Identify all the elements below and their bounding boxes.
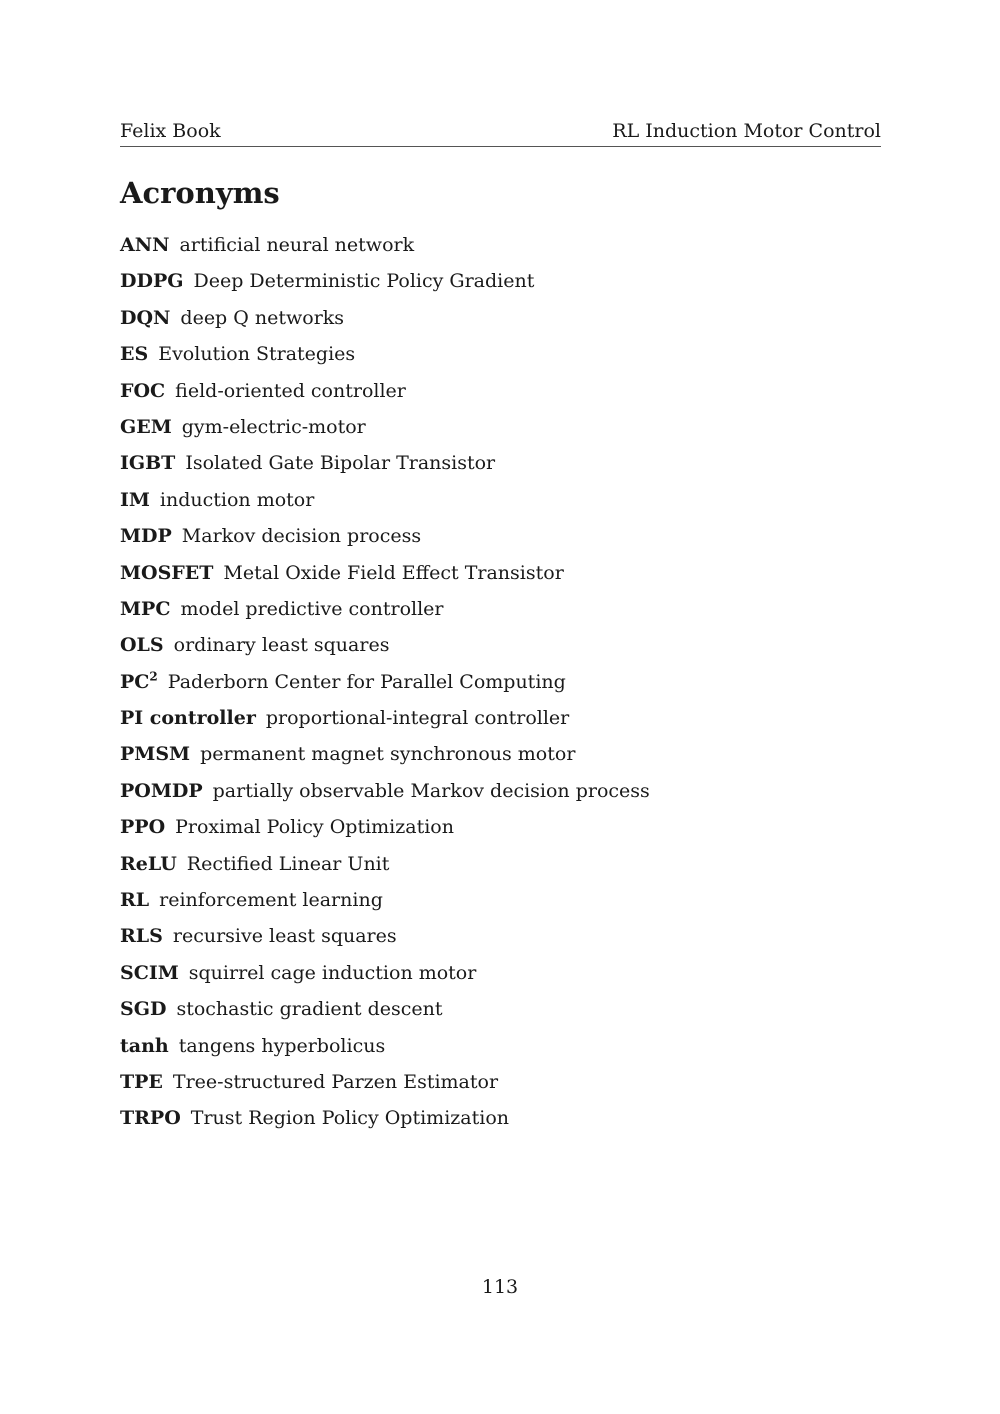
acronym-entry	[120, 813, 881, 849]
acronym-term-text: MPC	[120, 597, 171, 620]
acronym-term	[120, 307, 170, 329]
acronym-term	[120, 816, 165, 838]
acronym-term	[120, 780, 203, 802]
acronym-entry	[120, 1068, 881, 1104]
acronym-definition: stochastic gradient descent	[176, 998, 443, 1021]
acronym-term-text: RL	[120, 889, 150, 912]
acronym-term-text: ANN	[120, 234, 170, 256]
acronym-definition: Metal Oxide Field Effect Transistor	[223, 561, 564, 584]
acronym-term	[120, 889, 149, 911]
acronym-definition: Deep Deterministic Policy Gradient	[193, 270, 535, 293]
acronym-entry	[120, 559, 881, 595]
acronym-list	[120, 231, 881, 1141]
acronym-term-text: MOSFET	[120, 561, 214, 584]
acronym-term-text: ES	[120, 343, 149, 366]
acronym-term-text: SCIM	[120, 961, 179, 984]
acronym-term	[120, 671, 158, 693]
acronym-term-text: PC	[120, 670, 150, 693]
acronym-entry	[120, 777, 881, 813]
acronym-entry	[120, 377, 881, 413]
acronym-definition: Rectified Linear Unit	[186, 852, 390, 875]
acronym-term	[120, 270, 183, 292]
acronym-entry	[120, 1104, 881, 1140]
acronym-entry	[120, 267, 881, 303]
acronym-entry	[120, 704, 881, 740]
acronym-term	[120, 343, 148, 365]
acronym-entry	[120, 740, 881, 776]
acronym-definition: Paderborn Center for Parallel Computing	[167, 670, 566, 693]
acronym-term-text: IGBT	[120, 452, 176, 475]
acronym-term-text: DDPG	[120, 270, 184, 293]
acronym-definition: Trust Region Policy Optimization	[190, 1107, 509, 1130]
acronym-term-text: PI controller	[120, 707, 256, 730]
acronym-definition: Tree-structured Parzen Estimator	[172, 1070, 499, 1093]
acronym-term	[120, 1107, 181, 1129]
acronym-term-text: PPO	[120, 816, 166, 839]
acronym-term-text: SGD	[120, 998, 167, 1021]
acronym-term	[120, 962, 179, 984]
acronym-definition: gym-electric-motor	[181, 415, 366, 438]
acronym-definition: Proximal Policy Optimization	[175, 816, 454, 839]
acronym-definition: Evolution Strategies	[158, 343, 356, 366]
running-header	[120, 118, 881, 147]
acronym-term	[120, 634, 164, 656]
acronym-term	[120, 525, 172, 547]
acronym-definition: model predictive controller	[180, 597, 444, 620]
acronym-term-text: ReLU	[120, 852, 177, 875]
acronym-term	[120, 1071, 163, 1093]
acronym-definition: squirrel cage induction motor	[188, 961, 477, 984]
acronym-term	[120, 853, 177, 875]
acronym-term-text: MDP	[120, 525, 172, 548]
acronym-definition: recursive least squares	[172, 925, 397, 948]
header-title: RL Induction Motor Control	[612, 120, 881, 142]
acronym-term	[120, 998, 166, 1020]
acronym-entry	[120, 995, 881, 1031]
section-title: Acronyms	[120, 176, 280, 210]
acronym-term-text: IM	[120, 488, 150, 511]
header-author: Felix Book	[120, 120, 221, 142]
acronym-definition: Isolated Gate Bipolar Transistor	[185, 452, 496, 475]
acronym-term	[120, 925, 163, 947]
acronym-term-superscript: 2	[149, 669, 158, 684]
acronym-entry	[120, 413, 881, 449]
acronym-definition: permanent magnet synchronous motor	[200, 743, 576, 766]
acronym-entry	[120, 522, 881, 558]
acronym-term	[120, 743, 190, 765]
acronym-definition: reinforcement learning	[159, 889, 383, 912]
acronym-entry	[120, 340, 881, 376]
acronym-term	[120, 707, 256, 729]
acronym-term-text: TPE	[120, 1070, 163, 1093]
acronym-entry	[120, 1032, 881, 1068]
acronym-entry	[120, 668, 881, 704]
acronym-entry	[120, 850, 881, 886]
acronym-term-text: RLS	[120, 925, 163, 948]
acronym-definition: tangens hyperbolicus	[178, 1034, 386, 1057]
acronym-term	[120, 380, 165, 402]
acronym-term	[120, 1035, 169, 1057]
acronym-entry	[120, 231, 881, 267]
acronym-definition: artificial neural network	[179, 234, 415, 256]
acronym-definition: ordinary least squares	[173, 634, 390, 657]
acronym-definition: proportional-integral controller	[265, 707, 570, 730]
acronym-term	[120, 416, 172, 438]
acronym-term-text: OLS	[120, 634, 164, 657]
acronym-entry	[120, 449, 881, 485]
acronym-entry	[120, 886, 881, 922]
acronym-term-text: POMDP	[120, 779, 203, 802]
acronym-entry	[120, 922, 881, 958]
acronym-definition: deep Q networks	[180, 306, 345, 329]
acronym-definition: Markov decision process	[181, 525, 422, 548]
acronym-entry	[120, 486, 881, 522]
acronym-term	[120, 562, 213, 584]
acronym-definition: field-oriented controller	[175, 379, 406, 402]
acronym-term-text: DQN	[120, 306, 171, 329]
acronym-entry	[120, 959, 881, 995]
acronym-entry	[120, 595, 881, 631]
acronym-entry	[120, 631, 881, 667]
acronym-term-text: tanh	[120, 1034, 169, 1057]
acronym-definition: induction motor	[159, 488, 315, 511]
acronym-term	[120, 598, 170, 620]
acronym-term	[120, 234, 169, 256]
acronym-term	[120, 452, 175, 474]
acronym-term	[120, 489, 150, 511]
acronym-entry	[120, 304, 881, 340]
acronym-term-text: GEM	[120, 415, 172, 438]
acronym-term-text: TRPO	[120, 1107, 181, 1130]
acronym-term-text: FOC	[120, 379, 166, 402]
acronym-term-text: PMSM	[120, 743, 191, 766]
acronym-definition: partially observable Markov decision process	[212, 779, 650, 802]
page-number: 113	[481, 1276, 519, 1298]
